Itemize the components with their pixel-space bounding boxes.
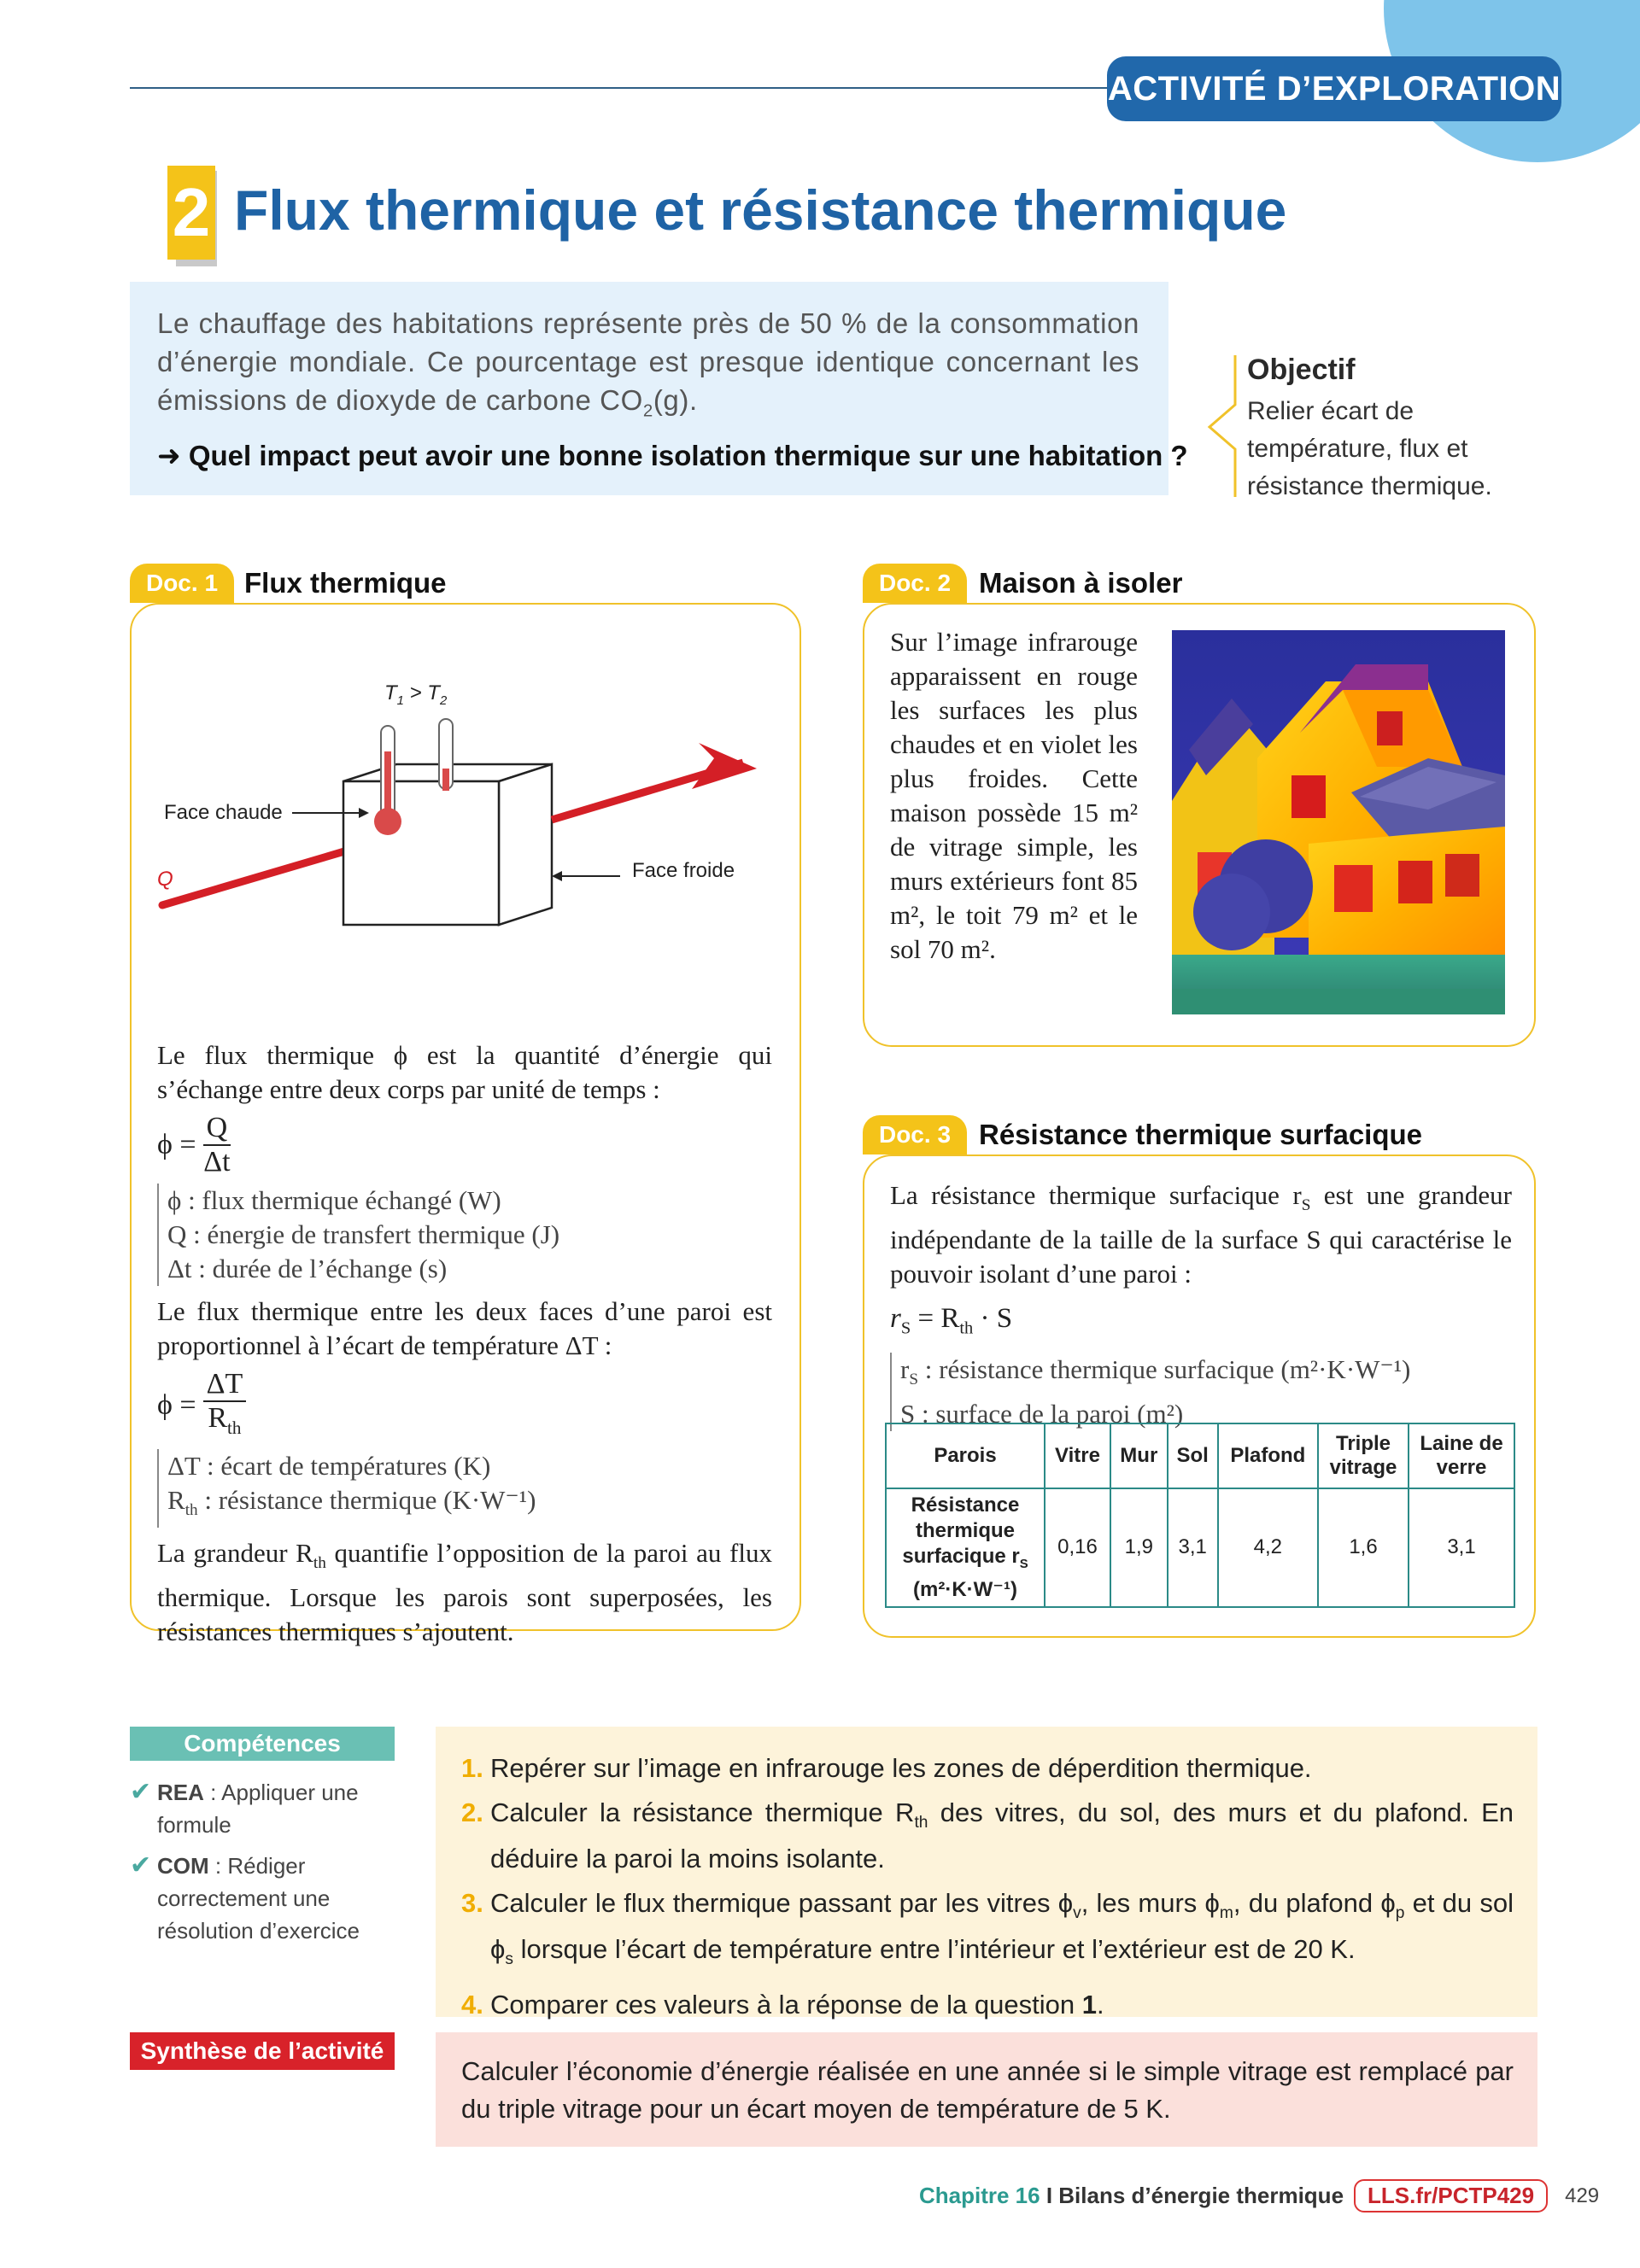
- intro-text: Le chauffage des habitations représente près de 50 % de la consommation d’énergie mondiale. Ce pourcentage est presque identique concernant les émissions de dioxyde de carbone $CO_2(g)$.: [157, 307, 1139, 421]
- competences-title: Compétences: [130, 1727, 395, 1761]
- footer-separator: I: [1040, 2183, 1059, 2208]
- surface-resistance-equation: $r_S = R_{th} \cdot S$: [890, 1303, 1013, 1338]
- legend-phi: ϕ : flux thermique échangé (W): [167, 1185, 501, 1215]
- eq1-numerator: Q: [203, 1112, 231, 1146]
- header-rule: [130, 87, 1138, 89]
- temperature-relation: $T_1 > T_2$: [384, 681, 448, 708]
- eq2-denominator: $R_{th}$: [208, 1402, 242, 1438]
- heat-q-label: Q: [157, 868, 173, 891]
- doc3-paragraph: La résistance thermique surfacique $r_S$ est une grandeur indépendante de la taille de la surface S qui caractérise le pouvoir isolant d’une paroi :: [890, 1180, 1512, 1289]
- legend-s: S : surface de la paroi (m²): [900, 1398, 1184, 1429]
- table-col-vitre: Vitre: [1045, 1423, 1110, 1488]
- table-cell: 3,1: [1168, 1488, 1218, 1607]
- table-row-label: Résistance thermique surfacique $r_S$ (m²·K·W⁻¹): [886, 1488, 1045, 1607]
- table-col-sol: Sol: [1168, 1423, 1218, 1488]
- table-cell: 1,6: [1318, 1488, 1409, 1607]
- list-item: [130, 1776, 403, 1841]
- competence-text: : Appliquer une formule: [157, 1780, 359, 1838]
- cold-face-label: Face froide: [632, 859, 735, 882]
- eq1-lhs: ϕ =: [157, 1129, 196, 1160]
- eq2-lhs: ϕ =: [157, 1389, 196, 1422]
- objective-text: Relier écart de température, flux et résistance thermique.: [1247, 397, 1492, 500]
- table-cell: 3,1: [1409, 1488, 1514, 1607]
- doc1-legend-1: [157, 1184, 772, 1286]
- doc3-content: [890, 1178, 1512, 1431]
- flux-equation-2: [157, 1368, 772, 1444]
- footer-subject: Bilans d’énergie thermique: [1058, 2183, 1344, 2208]
- checkmark-icon: ✔: [130, 1851, 152, 1879]
- infrared-house-image: [1172, 630, 1505, 1014]
- question-3: 3. Calculer le flux thermique passant par les vitres $\phi_v$, les murs $\phi_m$, du plafond $\phi_p$ et du sol $\phi_s$ lorsque l’écart de température entre l’intérieur et l’extérieur est de 20 K.: [461, 1888, 1514, 1969]
- table-cell: 1,9: [1110, 1488, 1168, 1607]
- doc2-title: Maison à isoler: [979, 567, 1183, 599]
- synthese-text: Calculer l’économie d’énergie réalisée en une année si le simple vitrage est remplacé par du triple vitrage pour un écart moyen de température de 5 K.: [461, 2056, 1514, 2124]
- doc3-legend: [890, 1353, 1512, 1431]
- legend-rs: $r_S$ : résistance thermique surfacique (m²·K·W⁻¹): [900, 1353, 1411, 1388]
- doc1-legend-2: [157, 1449, 772, 1528]
- eq1-denominator: Δt: [203, 1146, 231, 1178]
- table-cell: 0,16: [1045, 1488, 1110, 1607]
- objective-brace-icon: [1204, 354, 1239, 499]
- table-col-plafond: Plafond: [1218, 1423, 1318, 1488]
- table-header-row: [886, 1423, 1514, 1488]
- objective-title: Objectif: [1247, 354, 1356, 386]
- question-2: 2. Calculer la résistance thermique $R_{th}$ des vitres, du sol, des murs et du plafond. En déduire la paroi la moins isolante.: [461, 1797, 1514, 1874]
- eq2-numerator: ΔT: [203, 1368, 247, 1402]
- competence-text: : Rédiger correctement une résolution d’exercice: [157, 1853, 360, 1944]
- competences-list: [130, 1776, 403, 1955]
- doc3-title: Résistance thermique surfacique: [979, 1119, 1423, 1150]
- competence-code: REA: [157, 1780, 204, 1805]
- heat-flux-diagram: [145, 649, 777, 939]
- table-col-mur: Mur: [1110, 1423, 1168, 1488]
- doc1-content: [157, 1038, 772, 1649]
- table-row: [886, 1488, 1514, 1607]
- page-number: 429: [1565, 2183, 1600, 2207]
- doc1-paragraph-1: Le flux thermique ϕ est la quantité d’énergie qui s’échange entre deux corps par unité de temps :: [157, 1040, 772, 1104]
- flux-equation-1: [157, 1112, 772, 1178]
- table-cell: 4,2: [1218, 1488, 1318, 1607]
- list-item: [130, 1850, 403, 1947]
- footer: [919, 2179, 1599, 2212]
- doc1-tag: Doc. 1: [130, 564, 234, 603]
- footer-chapter: Chapitre 16: [919, 2183, 1040, 2208]
- footer-link[interactable]: LLS.fr/PCTP429: [1354, 2179, 1548, 2212]
- doc3-tag: Doc. 3: [863, 1115, 967, 1154]
- competence-code: COM: [157, 1853, 209, 1879]
- page-title: Flux thermique et résistance thermique: [234, 178, 1287, 242]
- hot-face-label: Face chaude: [164, 801, 283, 824]
- legend-rth: $R_{th}$ : résistance thermique (K·W⁻¹): [167, 1484, 536, 1519]
- doc2-text: Sur l’image infrarouge apparaissent en rouge les surfaces les plus chaudes et en violet les plus froides. Cette maison possède 15 m² de vitrage simple, les murs extérieurs font 85 m², le toit 79 m² et le sol 70 m².: [890, 627, 1138, 964]
- legend-delta-t: ΔT : écart de températures (K): [167, 1450, 491, 1481]
- table-head-label: Parois: [886, 1423, 1045, 1488]
- question-4: 4. Comparer ces valeurs à la réponse de la question 1.: [461, 1989, 1104, 2020]
- questions-list: [461, 1751, 1514, 2031]
- legend-q: Q : énergie de transfert thermique (J): [167, 1219, 560, 1249]
- legend-dt: Δt : durée de l’échange (s): [167, 1254, 448, 1283]
- activity-tag: ACTIVITÉ D’EXPLORATION: [1107, 56, 1561, 121]
- doc2-tag: Doc. 2: [863, 564, 967, 603]
- activity-number: 2: [167, 166, 215, 260]
- doc1-paragraph-3: La grandeur $R_{th}$ quantifie l’opposition de la paroi au flux thermique. Lorsque les parois sont superposées, les résistances thermiques s’ajoutent.: [157, 1537, 772, 1647]
- table-col-laine-de-verre: Laine de verre: [1409, 1423, 1514, 1488]
- intro-question: ➜ Quel impact peut avoir une bonne isolation thermique sur une habitation ?: [157, 440, 1188, 471]
- checkmark-icon: ✔: [130, 1778, 152, 1806]
- resistance-table: [885, 1423, 1515, 1608]
- doc1-title: Flux thermique: [244, 567, 447, 599]
- question-1: 1. Repérer sur l’image en infrarouge les zones de déperdition thermique.: [461, 1753, 1312, 1783]
- synthese-title: Synthèse de l’activité: [130, 2032, 395, 2070]
- table-col-triple-vitrage: Triple vitrage: [1318, 1423, 1409, 1488]
- doc1-paragraph-2: Le flux thermique entre les deux faces d’une paroi est proportionnel à l’écart de température ΔT :: [157, 1296, 772, 1360]
